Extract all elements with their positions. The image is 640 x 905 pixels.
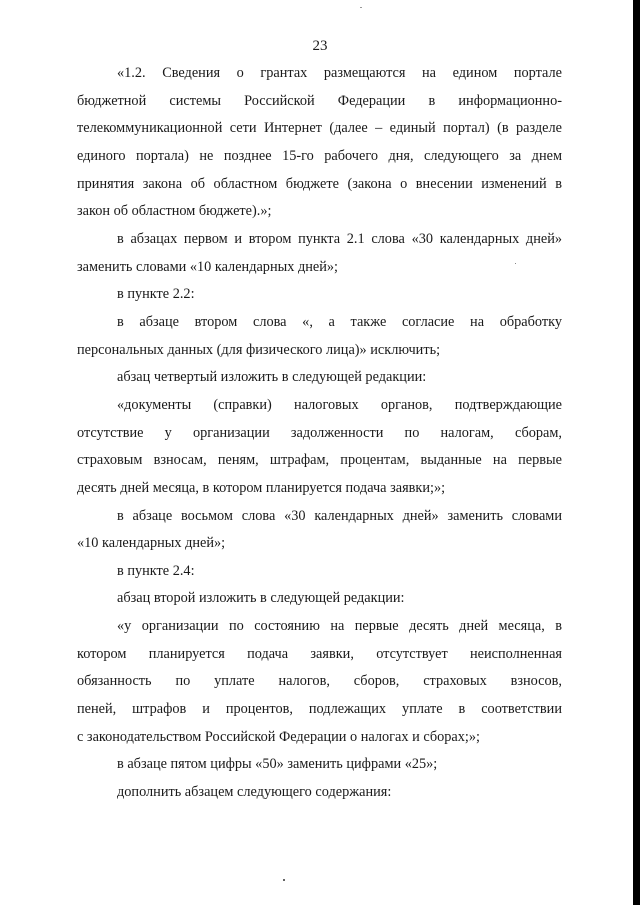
text-line: «1.2. Сведения о грантах размещаются на едином портале: [117, 65, 562, 81]
text-line: «у организации по состоянию на первые десять дней месяца, в: [117, 618, 562, 635]
text-line: в абзаце восьмом слова «30 календарных дней» заменить словами: [117, 507, 562, 524]
page-number: 23: [312, 38, 328, 54]
text-line: пеней, штрафов и процентов, подлежащих уплате в соответствии: [77, 701, 562, 718]
text-line: абзац четвертый изложить в следующей редакции:: [117, 369, 427, 386]
text-line: страховым взносам, пеням, штрафам, процентам, выданные на первые: [77, 452, 562, 469]
text-line: заменить словами «10 календарных дней»;: [77, 258, 338, 275]
text-line: дополнить абзацем следующего содержания:: [117, 784, 392, 801]
scan-dot: [283, 879, 285, 881]
text-line: с законодательством Российской Федерации о налогах и сборах;»;: [77, 728, 480, 745]
text-line: единого портала) не позднее 15-го рабочего дня, следующего за днем: [77, 147, 562, 164]
text-line: телекоммуникационной сети Интернет (далее – единый портал) (в разделе: [77, 120, 562, 137]
scan-edge-border: [633, 0, 640, 905]
text-line: абзац второй изложить в следующей редакции:: [117, 590, 405, 607]
text-line: в абзаце пятом цифры «50» заменить цифрами «25»;: [117, 756, 438, 773]
text-line: котором планируется подача заявки, отсутствует неисполненная: [77, 645, 562, 662]
body-text: [77, 60, 562, 807]
text-line: в пункте 2.4:: [117, 562, 195, 579]
text-line: «документы (справки) налоговых органов, подтверждающие: [117, 396, 562, 413]
text-line: в абзацах первом и втором пункта 2.1 слова «30 календарных дней»: [117, 230, 562, 247]
text-line: персональных данных (для физического лица)» исключить;: [77, 341, 441, 358]
text-line: принятия закона об областном бюджете (закона о внесении изменений в: [77, 175, 562, 192]
text-line: отсутствие у организации задолженности по налогам, сборам,: [77, 424, 562, 441]
text-line: «10 календарных дней»;: [77, 535, 226, 552]
scan-speck: [360, 7, 362, 8]
text-line: в абзаце втором слова «, а также согласие на обработку: [117, 313, 562, 330]
text-line: закон об областном бюджете).»;: [77, 203, 272, 220]
text-line: обязанность по уплате налогов, сборов, страховых взносов,: [77, 673, 562, 690]
text-line: бюджетной системы Российской Федерации в информационно-: [77, 92, 562, 109]
text-line: десять дней месяца, в котором планируется подача заявки;»;: [77, 479, 446, 496]
text-line: в пункте 2.2:: [117, 286, 195, 303]
